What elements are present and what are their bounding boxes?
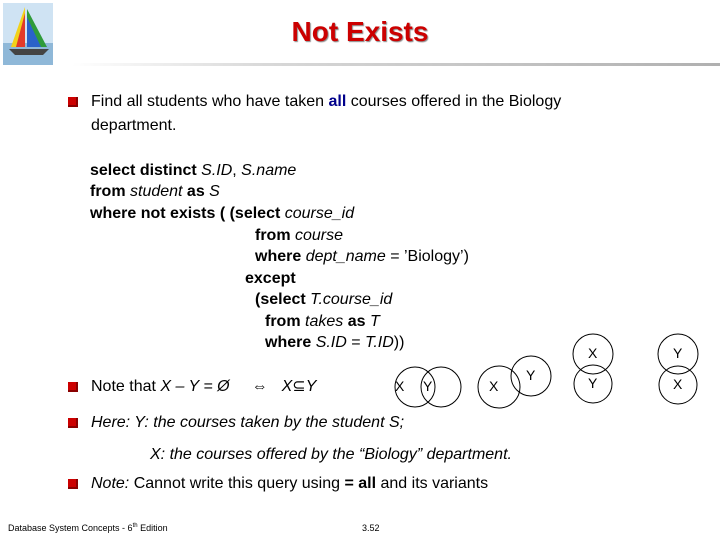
sql-identifier: course_id — [284, 205, 355, 222]
sql-identifier: S — [209, 183, 220, 200]
bullet-1-line-1 — [91, 91, 561, 113]
sql-punct: , — [232, 162, 242, 179]
bullet-4-line — [91, 473, 488, 495]
bullet-1-text: Find all students who have taken — [91, 93, 329, 110]
footer-text-cont: Edition — [137, 523, 168, 533]
title-divider — [72, 63, 720, 66]
sql-keyword: where — [265, 334, 316, 351]
footer-text: Database System Concepts - 6 — [8, 523, 133, 533]
sql-line-8 — [265, 311, 380, 333]
venn-label-x: X — [489, 378, 499, 394]
set-x: X — [281, 378, 293, 395]
set-y: Y — [305, 378, 317, 395]
sql-line-9 — [265, 332, 404, 354]
venn-label-y: Y — [673, 345, 683, 361]
venn-label-x: X — [673, 376, 683, 392]
sql-keyword: where — [255, 248, 306, 265]
footer-book-title — [8, 523, 168, 533]
venn-label-y: Y — [588, 375, 598, 391]
sql-identifier: T.course_id — [310, 291, 393, 308]
sql-identifier: takes — [305, 313, 344, 330]
page-title: Not Exists — [291, 16, 429, 47]
bullet-3-line-1: Here: Y: the courses taken by the student S; — [91, 414, 405, 431]
sql-punct: )) — [393, 334, 405, 351]
bullet-4-text-cont: and its variants — [376, 475, 489, 492]
footer-page-number: 3.52 — [362, 523, 380, 533]
sql-identifier: T — [369, 313, 380, 330]
sql-line-7 — [255, 289, 392, 311]
sql-identifier: S.ID — [315, 334, 347, 351]
sql-literal: = ’Biology’) — [385, 248, 469, 265]
sql-line-5 — [255, 246, 469, 268]
venn-label-y: Y — [526, 367, 536, 383]
bullet-4-keyword: = all — [344, 475, 377, 492]
venn-label-x: X — [588, 345, 598, 361]
sql-keyword: from — [90, 183, 130, 200]
sql-line-2 — [90, 181, 220, 203]
sql-keyword: where not exists ( (select — [90, 205, 285, 222]
sql-identifier: student — [130, 183, 183, 200]
bullet-1-line-2: department. — [91, 117, 177, 134]
bullet-marker — [68, 382, 78, 392]
venn-diagram-stacked-reverse — [645, 332, 711, 406]
venn-diagram-stacked — [560, 332, 626, 404]
set-difference-expression: X – Y = Ø — [160, 378, 230, 395]
bullet-2-line — [91, 376, 316, 398]
sql-line-3 — [90, 203, 354, 225]
bullet-1-keyword: all — [328, 93, 347, 110]
sql-line-4 — [255, 225, 343, 247]
sql-keyword: from — [255, 227, 295, 244]
sql-identifier: T.ID — [365, 334, 394, 351]
sql-line-6 — [245, 268, 296, 290]
bullet-marker — [68, 479, 78, 489]
venn-label-y: Y — [423, 378, 433, 394]
note-label: Note: — [91, 475, 130, 492]
sql-identifier: S.name — [241, 162, 297, 179]
sql-keyword: from — [265, 313, 305, 330]
bullet-marker — [68, 418, 78, 428]
sql-line-1 — [90, 160, 296, 182]
bullet-1-text-cont: courses offered in the Biology — [346, 93, 562, 110]
bullet-4-text: Cannot write this query using — [129, 475, 345, 492]
venn-set-x — [478, 366, 520, 408]
sql-operator: = — [346, 334, 366, 351]
bullet-3-line-2: X: the courses offered by the “Biology” department. — [150, 446, 512, 463]
iff-symbol: ⇔ — [251, 378, 268, 395]
venn-diagram-partial — [476, 354, 558, 416]
bullet-marker — [68, 97, 78, 107]
sql-identifier: dept_name — [305, 248, 386, 265]
footer-sup: th — [132, 523, 138, 529]
venn-label-x: X — [395, 378, 405, 394]
subset-symbol: ⊆ — [292, 378, 306, 395]
sql-keyword: (select — [255, 291, 311, 308]
sql-keyword: except — [245, 270, 296, 287]
sql-keyword: as — [343, 313, 370, 330]
venn-diagram-overlap — [382, 364, 478, 410]
sql-identifier: course — [295, 227, 344, 244]
sql-keyword: as — [182, 183, 210, 200]
bullet-2-text: Note that — [91, 378, 161, 395]
sql-keyword: select distinct — [90, 162, 202, 179]
sql-identifier: S.ID — [201, 162, 233, 179]
